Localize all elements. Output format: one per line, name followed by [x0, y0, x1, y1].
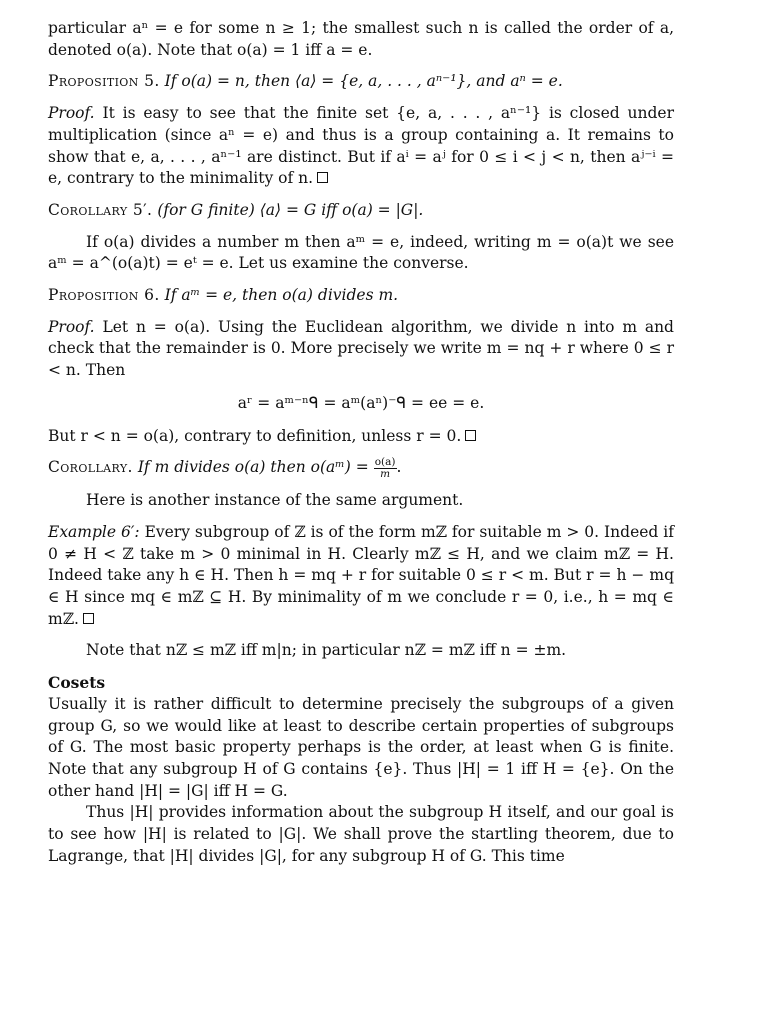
proposition-6-label: Proposition 6.	[48, 286, 160, 305]
corollary-5-label: Corollary 5′.	[48, 200, 153, 219]
qed-box-icon	[317, 172, 328, 183]
corollary-label: Corollary.	[48, 458, 133, 477]
paragraph-lagrange: Thus |H| provides information about the subgroup H itself, and our goal is to see how |H| is related to |G|. We shall prove the startling theorem, due to Lagrange, that |H| divides |G|, for any subgroup H of G. This time	[48, 803, 674, 865]
proposition-6	[48, 285, 674, 307]
proof-text: It is easy to see that the finite set {e, a, . . . , aⁿ⁻¹} is closed under multiplication (since aⁿ = e) and thus is a group containing a. It remains to show that e, a, . . . , aⁿ⁻¹ are distinct. But if aⁱ = aʲ for 0 ≤ i < j < n, then aʲ⁻ⁱ = e, contrary to the minimality of n.	[48, 104, 674, 188]
paragraph-note: Note that nℤ ≤ mℤ iff m|n; in particular nℤ = mℤ iff n = ±m.	[86, 641, 567, 660]
proof-label: Proof.	[48, 104, 95, 123]
paragraph-another-instance: Here is another instance of the same argument.	[86, 491, 464, 510]
fraction-numerator: o(a)	[374, 456, 396, 469]
corollary: Corollary. If m divides o(a) then o(aᵐ) = $\frac{o(a)}{m}$ .	[48, 456, 402, 481]
paragraph-divides: If o(a) divides a number m then aᵐ = e, indeed, writing m = o(a)t we see aᵐ = a^(o(a)t) = eᵗ = e. Let us examine the converse.	[48, 232, 674, 273]
proof-proposition-5	[48, 103, 674, 190]
section-heading-cosets: Cosets	[48, 673, 106, 693]
paragraph-contradiction	[48, 426, 674, 448]
proof-proposition-6	[48, 317, 674, 382]
page	[48, 18, 674, 868]
paragraph-order-definition: particular aⁿ = e for some n ≥ 1; the smallest such n is called the order of a, denoted o(a). Note that o(a) = 1 iff a = e.	[48, 19, 674, 59]
proposition-6-statement: If aᵐ = e, then o(a) divides m.	[164, 286, 399, 305]
corollary-fraction	[374, 457, 397, 480]
example-6-prime	[48, 522, 674, 631]
corollary-5-prime	[48, 200, 674, 222]
proposition-5-statement: If o(a) = n, then ⟨a⟩ = {e, a, . . . , aⁿ⁻¹}, and aⁿ = e.	[164, 72, 563, 91]
qed-box-icon	[465, 430, 476, 441]
contradiction-text: But r < n = o(a), contrary to definition, unless r = 0.	[48, 426, 462, 445]
proposition-5	[48, 71, 674, 93]
example-text: Every subgroup of ℤ is of the form mℤ for suitable m > 0. Indeed if 0 ≠ H < ℤ take m > 0 minimal in H. Clearly mℤ ≤ H, and we claim mℤ = H. Indeed take any h ∈ H. Then h = mq + r for suitable 0 ≤ r < m. But r = h − mq ∈ H since mq ∈ mℤ ⊆ H. By minimality of m we conclude r = 0, i.e., h = mq ∈ mℤ.	[48, 522, 674, 628]
example-label: Example 6′:	[48, 522, 140, 541]
corollary-statement: If m divides o(a) then o(aᵐ) =	[137, 458, 369, 477]
qed-box-icon	[83, 613, 94, 624]
paragraph-cosets-intro: Usually it is rather difficult to determine precisely the subgroups of a given group G, so we would like at least to describe certain properties of subgroups of G. The most basic property perhaps is the order, at least when G is finite. Note that any subgroup H of G contains {e}. Thus |H| = 1 iff H = {e}. On the other hand |H| = |G| iff H = G.	[48, 694, 674, 800]
fraction-denominator: m	[380, 468, 391, 481]
display-equation: aʳ = aᵐ⁻ⁿᑫ = aᵐ(aⁿ)⁻ᑫ = ee = e.	[237, 393, 485, 412]
proof-label: Proof.	[48, 317, 95, 336]
proof-text: Let n = o(a). Using the Euclidean algorithm, we divide n into m and check that the remainder is 0. More precisely we write m = nq + r where 0 ≤ r < n. Then	[48, 317, 674, 380]
corollary-5-statement: (for G finite) ⟨a⟩ = G iff o(a) = |G|.	[157, 200, 424, 219]
proposition-5-label: Proposition 5.	[48, 72, 160, 91]
